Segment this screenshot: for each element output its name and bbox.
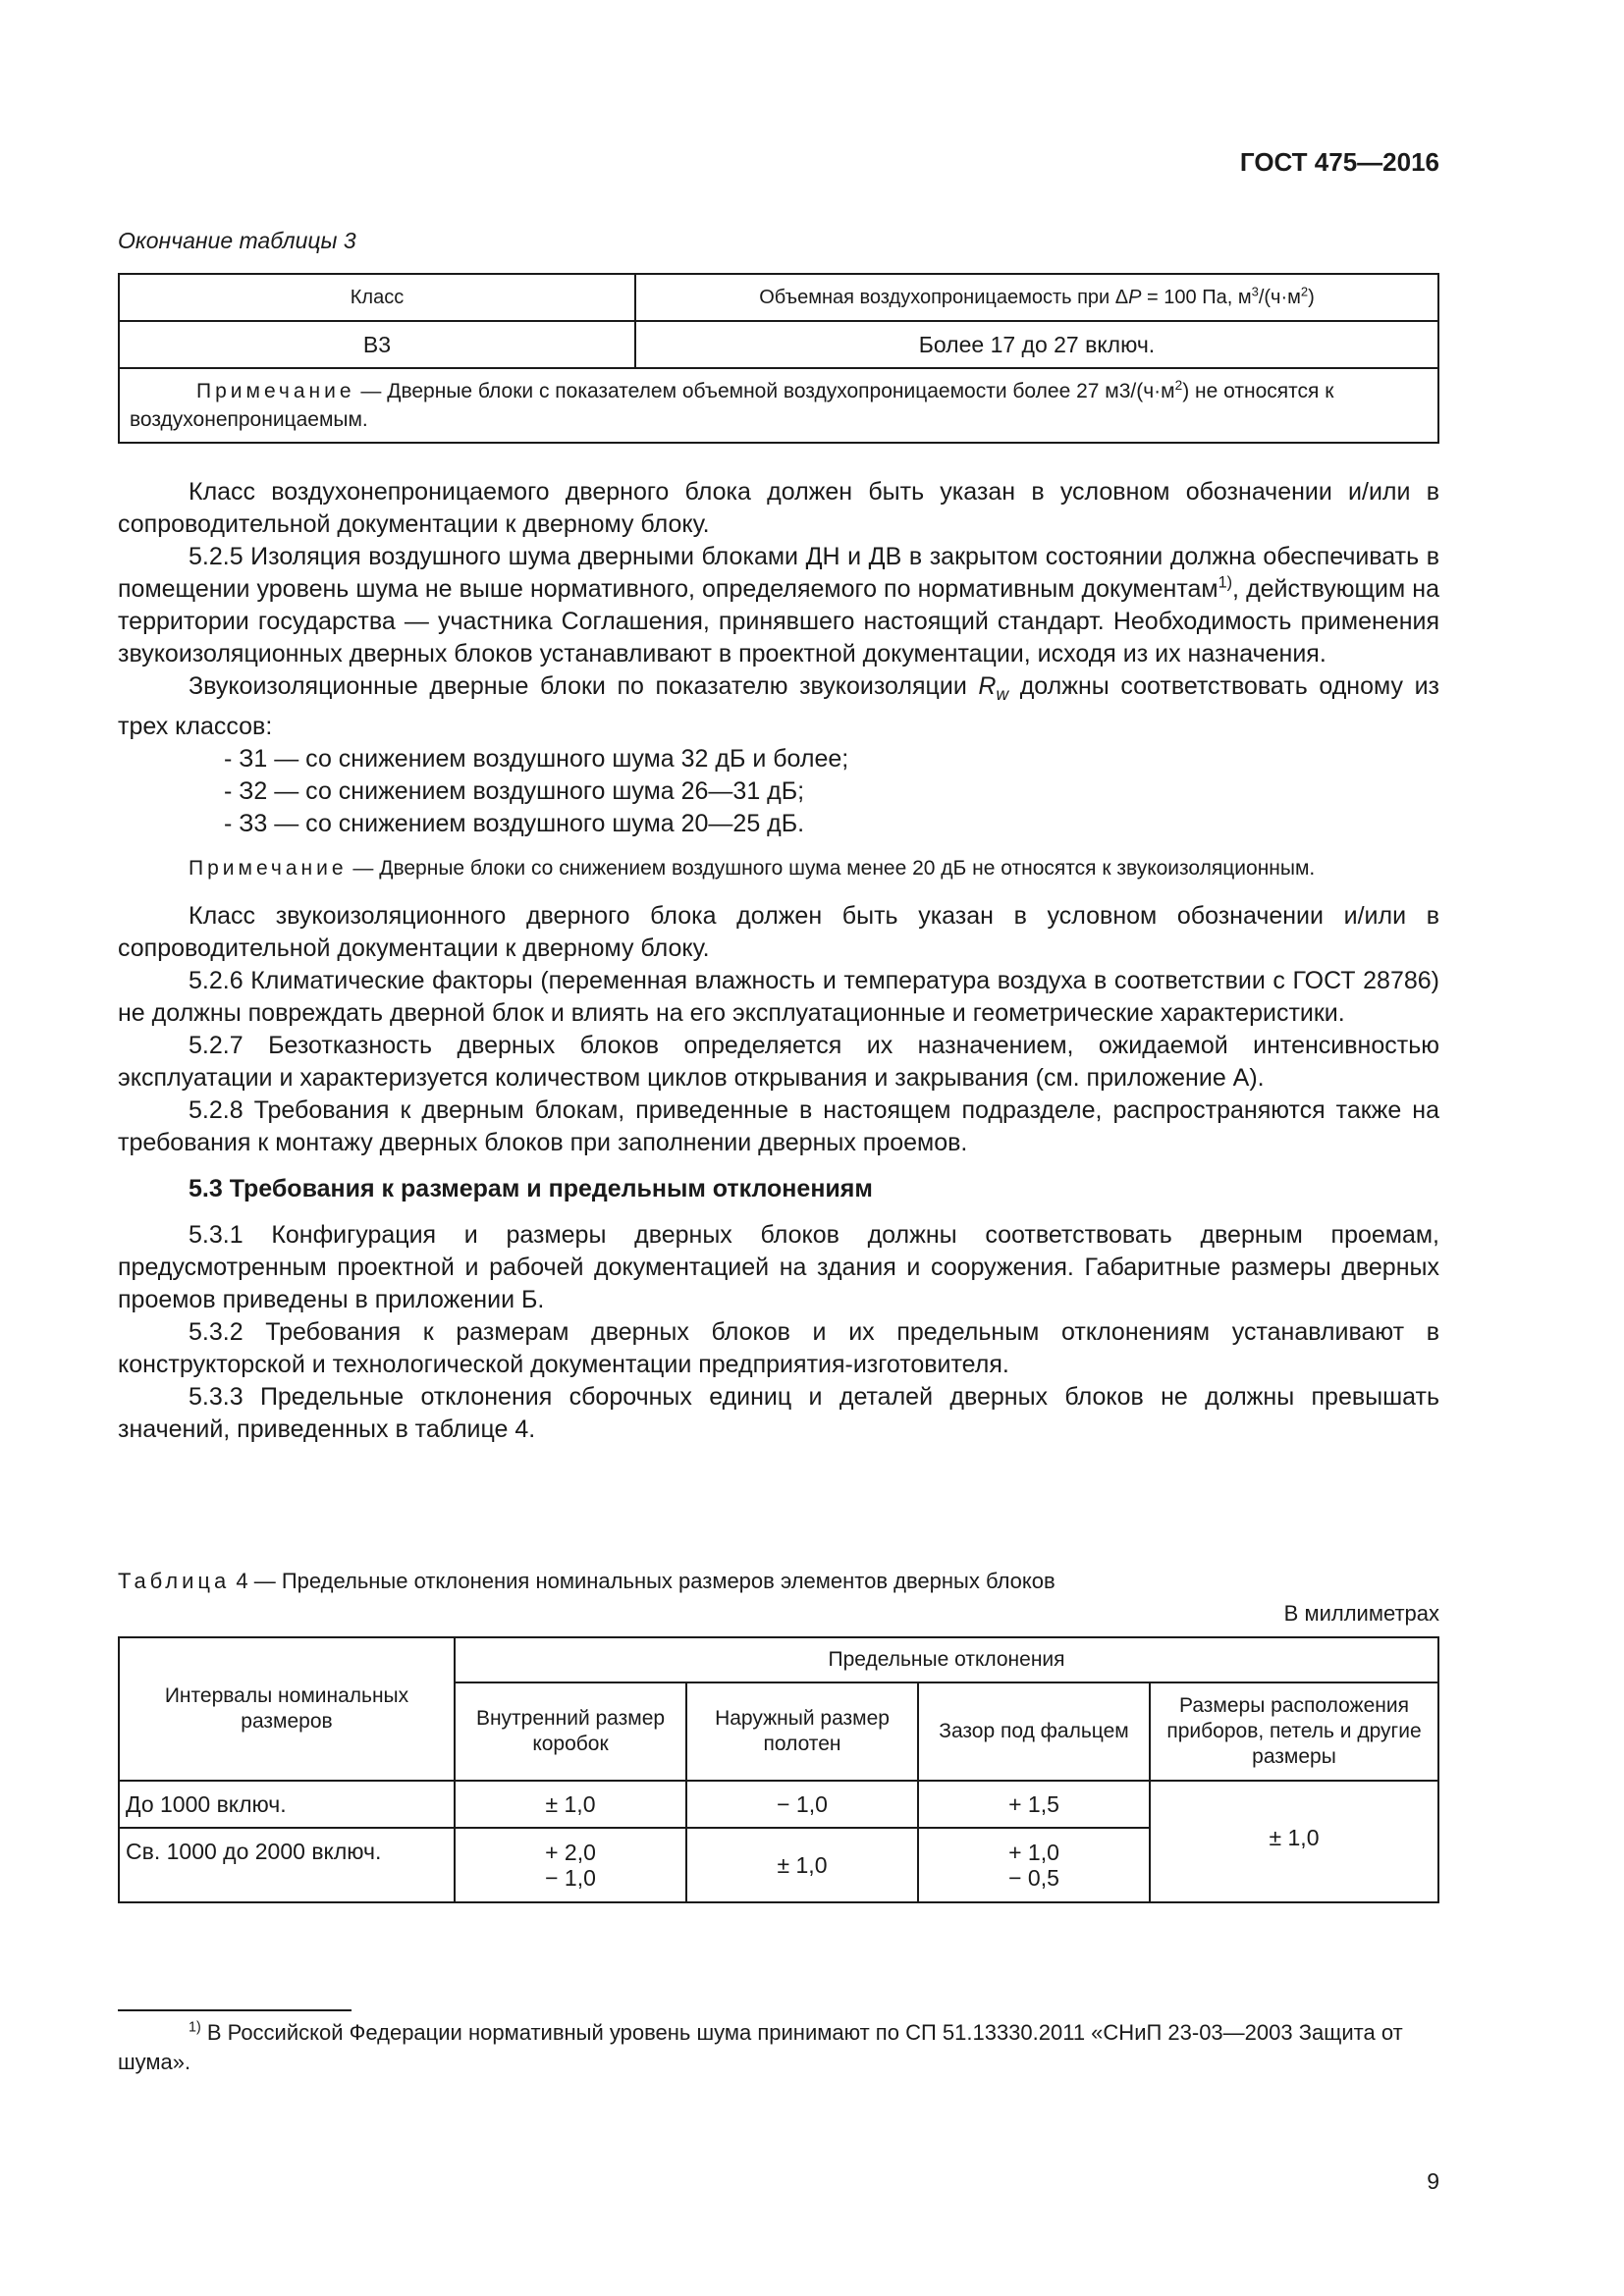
note-sound: Примечание — Дверные блоки со снижением воздушного шума менее 20 дБ не относятся к звукоизоляционным. — [189, 857, 1316, 880]
section-heading-5-3: 5.3 Требования к размерам и предельным отклонениям — [189, 1175, 873, 1202]
table4-caption: Таблица 4 — Предельные отклонения номинальных размеров элементов дверных блоков — [118, 1569, 1056, 1593]
paragraph: Класс звукоизоляционного дверного блока должен быть указан в условном обозначении и/или в сопроводительной документации к дверному блоку. — [118, 902, 1439, 962]
paragraph-5-3-2: 5.3.2 Требования к размерам дверных блоков и их предельным отклонениям устанавливают в конструкторской и технологической документации предприятия-изготовителя. — [118, 1318, 1439, 1378]
table3-cell-class: В3 — [119, 321, 635, 368]
table4-row1-c3: + 1,5 — [918, 1781, 1150, 1828]
paragraph-5-3-3: 5.3.3 Предельные отклонения сборочных единиц и деталей дверных блоков не должны превышать значений, приведенных в таблице 4. — [118, 1383, 1439, 1443]
paragraph: Класс воздухонепроницаемого дверного блока должен быть указан в условном обозначении и/или в сопроводительной документации к дверному блоку. — [118, 478, 1439, 538]
paragraph-sound-classes: Звукоизоляционные дверные блоки по показателю звукоизоляции $R_w$ должны соответствовать одному из трех классов: — [118, 672, 1439, 740]
table4-header-inner-box: Внутренний размер коробок — [455, 1682, 686, 1781]
table4-header-group: Предельные отклонения — [455, 1637, 1438, 1682]
paragraph-5-3-1: 5.3.1 Конфигурация и размеры дверных блоков должны соответствовать дверным проемам, предусмотренным проектной и рабочей документацией на здания и сооружения. Габаритные размеры дверных проемов приведены в приложении Б. — [118, 1221, 1439, 1313]
table4-header-outer-leaf: Наружный размер полотен — [686, 1682, 918, 1781]
footnote-divider — [118, 2009, 352, 2011]
table4-row2-c2: ± 1,0 — [686, 1828, 918, 1902]
table4-row2-label: Св. 1000 до 2000 включ. — [119, 1828, 455, 1902]
paragraph-5-2-6: 5.2.6 Климатические факторы (переменная влажность и температура воздуха в соответствии с ГОСТ 28786) не должны повреждать дверной блок и влиять на его эксплуатационные и геометрические характеристики. — [118, 967, 1439, 1027]
table4-row2-c3 — [918, 1828, 1150, 1902]
table3 — [118, 273, 1439, 444]
table4-row1-label: До 1000 включ. — [119, 1781, 455, 1828]
list-item: - З3 — со снижением воздушного шума 20—25 дБ. — [224, 810, 805, 837]
table4-row1-c1: ± 1,0 — [455, 1781, 686, 1828]
table4-header-other-sizes: Размеры расположения приборов, петель и другие размеры — [1150, 1682, 1438, 1781]
document-header: ГОСТ 475—2016 — [1239, 147, 1439, 177]
paragraph-5-2-5: 5.2.5 Изоляция воздушного шума дверными блоками ДН и ДВ в закрытом состоянии должна обеспечивать в помещении уровень шума не выше нормативного, определяемого по нормативным документам$^{1)}$, действующим на территории государства — участника Соглашения, принявшего настоящий стандарт. Необходимость применения звукоизоляционных дверных блоков устанавливают в проектной документации, исходя из их назначения. — [118, 543, 1439, 667]
page-number: 9 — [1427, 2168, 1439, 2194]
table3-header-permeability: Объемная воздухопроницаемость при ΔP = 100 Па, $м^3/(ч\cdot м^2)$ — [635, 274, 1438, 321]
list-item: - З2 — со снижением воздушного шума 26—31 дБ; — [224, 777, 805, 805]
body-text — [118, 476, 1439, 1446]
table4-unit: В миллиметрах — [1283, 1601, 1439, 1626]
footnote: $^{1)}$ В Российской Федерации нормативный уровень шума принимают по СП 51.13330.2011 «СНиП 23-03—2003 Защита от шума». — [118, 2019, 1403, 2074]
table4-header-gap: Зазор под фальцем — [918, 1682, 1150, 1781]
table4-row2-c3-lower: − 0,5 — [1008, 1865, 1059, 1891]
table4-row2-c1 — [455, 1828, 686, 1902]
list-item: - З1 — со снижением воздушного шума 32 дБ и более; — [224, 745, 849, 773]
table4 — [118, 1636, 1439, 1903]
table4-row1-c2: − 1,0 — [686, 1781, 918, 1828]
table3-header-class: Класс — [119, 274, 635, 321]
table3-note: Примечание — Дверные блоки с показателем объемной воздухопроницаемости более 27 $м3/(ч\cdot м^2)$ не относятся к воздухонепроницаемым. — [119, 368, 1438, 443]
table3-cell-value: Более 17 до 27 включ. — [635, 321, 1438, 368]
paragraph-5-2-8: 5.2.8 Требования к дверным блокам, приведенные в настоящем подразделе, распространяются также на требования к монтажу дверных блоков при заполнении дверных проемов. — [118, 1096, 1439, 1156]
table4-row2-c1-lower: − 1,0 — [545, 1865, 596, 1891]
paragraph-5-2-7: 5.2.7 Безотказность дверных блоков определяется их назначением, ожидаемой интенсивностью эксплуатации и характеризуется количеством циклов открывания и закрывания (см. приложение А). — [118, 1032, 1439, 1092]
table3-caption: Окончание таблицы 3 — [118, 228, 356, 253]
table4-header-intervals: Интервалы номинальных размеров — [119, 1637, 455, 1781]
table4-row2-c3-upper: + 1,0 — [1008, 1840, 1059, 1865]
table4-row2-c1-upper: + 2,0 — [545, 1840, 596, 1865]
table4-merged-c4: ± 1,0 — [1150, 1781, 1438, 1902]
